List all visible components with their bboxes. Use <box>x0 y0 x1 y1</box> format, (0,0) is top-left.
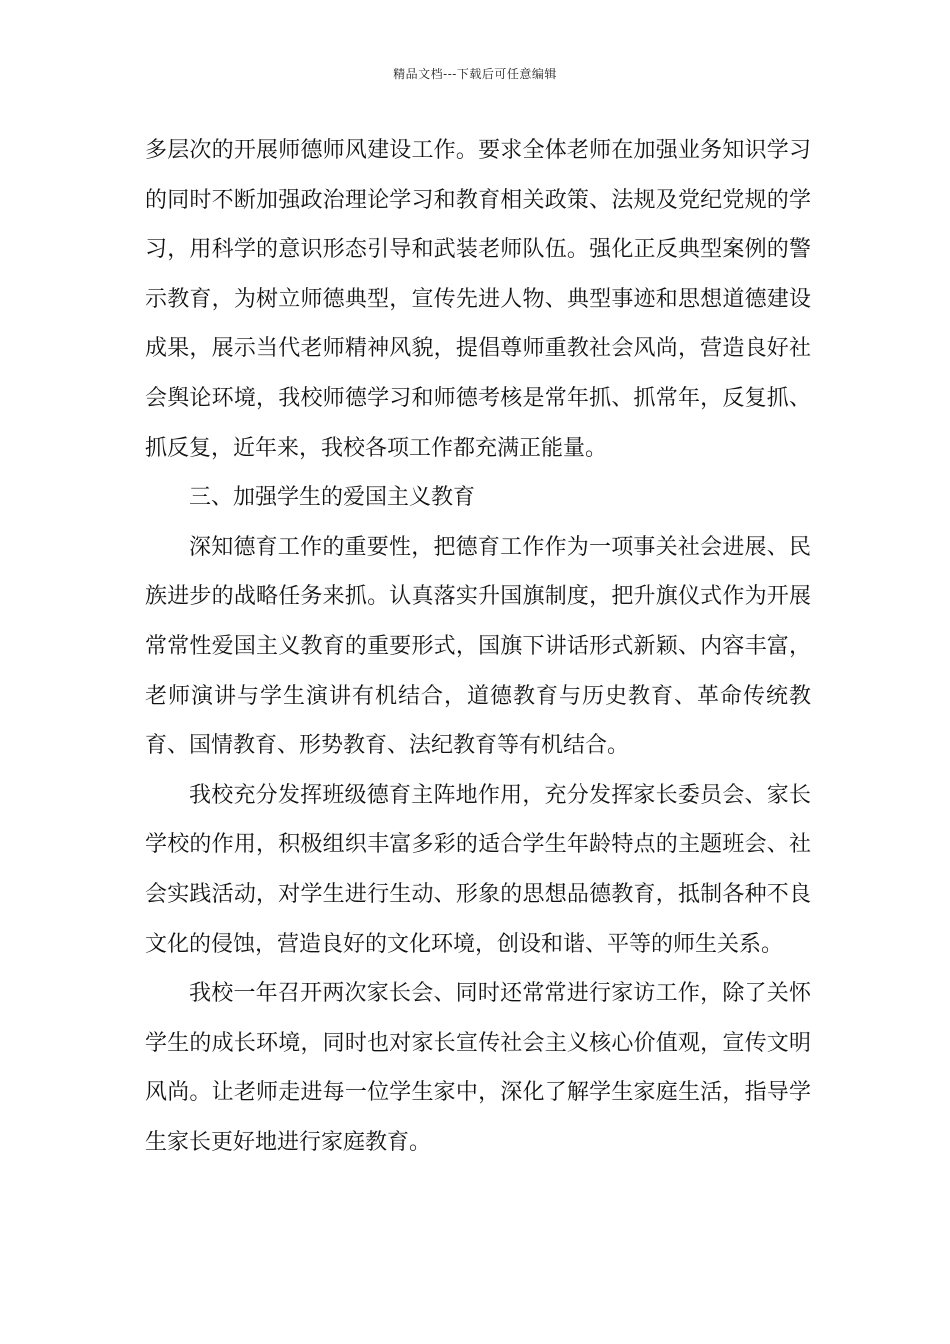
paragraph-teacher-ethics: 多层次的开展师德师风建设工作。要求全体老师在加强业务知识学习的同时不断加强政治理论学习和教育相关政策、法规及党纪党规的学习，用科学的意识形态引导和武装老师队伍。强化正反典型案例的警示教育，为树立师德典型，宣传先进人物、典型事迹和思想道德建设成果，展示当代老师精神风貌，提倡尊师重教社会风尚，营造良好社会舆论环境，我校师德学习和师德考核是常年抓、抓常年，反复抓、抓反复，近年来，我校各项工作都充满正能量。 <box>145 138 811 461</box>
document-body <box>145 126 811 1167</box>
page-header: 精品文档---下载后可任意编辑 <box>393 67 557 81</box>
section-heading-patriotism: 三、加强学生的爱国主义教育 <box>189 485 476 511</box>
paragraph-moral-education: 深知德育工作的重要性，把德育工作作为一项事关社会进展、民族进步的战略任务来抓。认真落实升国旗制度，把升旗仪式作为开展常常性爱国主义教育的重要形式，国旗下讲话形式新颖、内容丰富，老师演讲与学生演讲有机结合，道德教育与历史教育、革命传统教育、国情教育、形势教育、法纪教育等有机结合。 <box>145 534 811 759</box>
paragraph-home-visits: 我校一年召开两次家长会、同时还常常进行家访工作，除了关怀学生的成长环境，同时也对家长宣传社会主义核心价值观，宣传文明风尚。让老师走进每一位学生家中，深化了解学生家庭生活，指导学生家长更好地进行家庭教育。 <box>145 981 811 1155</box>
paragraph-class-activities: 我校充分发挥班级德育主阵地作用，充分发挥家长委员会、家长学校的作用，积极组织丰富多彩的适合学生年龄特点的主题班会、社会实践活动，对学生进行生动、形象的思想品德教育，抵制各种不良文化的侵蚀，营造良好的文化环境，创设和谐、平等的师生关系。 <box>145 782 811 957</box>
